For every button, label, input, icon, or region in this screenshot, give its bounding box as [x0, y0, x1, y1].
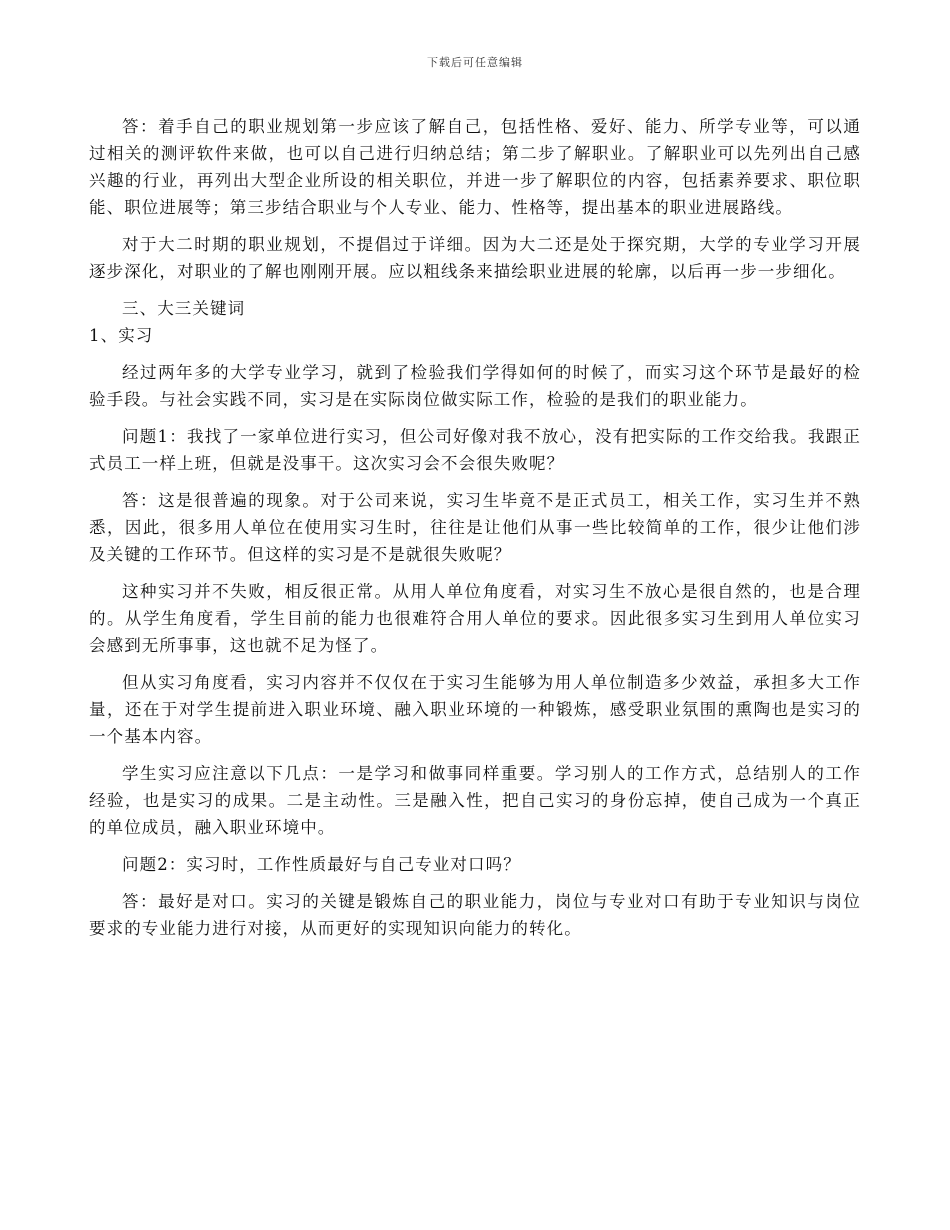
paragraph-sophomore-planning: 对于大二时期的职业规划，不提倡过于详细。因为大二还是处于探究期，大学的专业学习开展逐步深化，对职业的了解也刚刚开展。应以粗线条来描绘职业进展的轮廓，以后再一步一步细化。: [89, 235, 861, 281]
paragraph-internship-normal: 这种实习并不失败，相反很正常。从用人单位角度看，对实习生不放心是很自然的，也是合理的。从学生角度看，学生目前的能力也很难符合用人单位的要求。因此很多实习生到用人单位实习会感到无所事事，这也就不足为怪了。: [89, 582, 861, 655]
subheading-internship: 1、实习: [89, 326, 154, 345]
page-header: 下载后可任意编辑: [427, 56, 523, 69]
paragraph-internship-content: 但从实习角度看，实习内容并不仅仅在于实习生能够为用人单位制造多少效益，承担多大工作量，还在于对学生提前进入职业环境、融入职业环境的一种锻炼，感受职业氛围的熏陶也是实习的一个基本内容。: [89, 673, 861, 746]
paragraph-internship-intro: 经过两年多的大学专业学习，就到了检验我们学得如何的时候了，而实习这个环节是最好的检验手段。与社会实践不同，实习是在实际岗位做实际工作，检验的是我们的职业能力。: [89, 363, 861, 409]
section-heading-junior-keywords: 三、大三关键词: [122, 299, 246, 318]
answer-2-paragraph: 答：最好是对口。实习的关键是锻炼自己的职业能力，岗位与专业对口有助于专业知识与岗位要求的专业能力进行对接，从而更好的实现知识向能力的转化。: [89, 892, 861, 938]
answer-1-paragraph: 答：这是很普遍的现象。对于公司来说，实习生毕竟不是正式员工，相关工作，实习生并不熟悉，因此，很多用人单位在使用实习生时，往往是让他们从事一些比较简单的工作，很少让他们涉及关键的工作环节。但这样的实习是不是就很失败呢？: [89, 491, 861, 564]
answer-paragraph-career-steps: 答：着手自己的职业规划第一步应该了解自己，包括性格、爱好、能力、所学专业等，可以通过相关的测评软件来做，也可以自己进行归纳总结；第二步了解职业。了解职业可以先列出自己感兴趣的行业，再列出大型企业所设的相关职位，并进一步了解职位的内容，包括素养要求、职位职能、职位进展等；第三步结合职业与个人专业、能力、性格等，提出基本的职业进展路线。: [89, 117, 861, 217]
question-1-paragraph: 问题1：我找了一家单位进行实习，但公司好像对我不放心，没有把实际的工作交给我。我跟正式员工一样上班，但就是没事干。这次实习会不会很失败呢？: [89, 427, 861, 473]
paragraph-internship-tips: 学生实习应注意以下几点：一是学习和做事同样重要。学习别人的工作方式，总结别人的工作经验，也是实习的成果。二是主动性。三是融入性，把自己实习的身份忘掉，使自己成为一个真正的单位成员，融入职业环境中。: [89, 764, 861, 837]
question-2-paragraph: 问题2：实习时，工作性质最好与自己专业对口吗？: [122, 855, 521, 874]
document-body: [89, 113, 861, 952]
